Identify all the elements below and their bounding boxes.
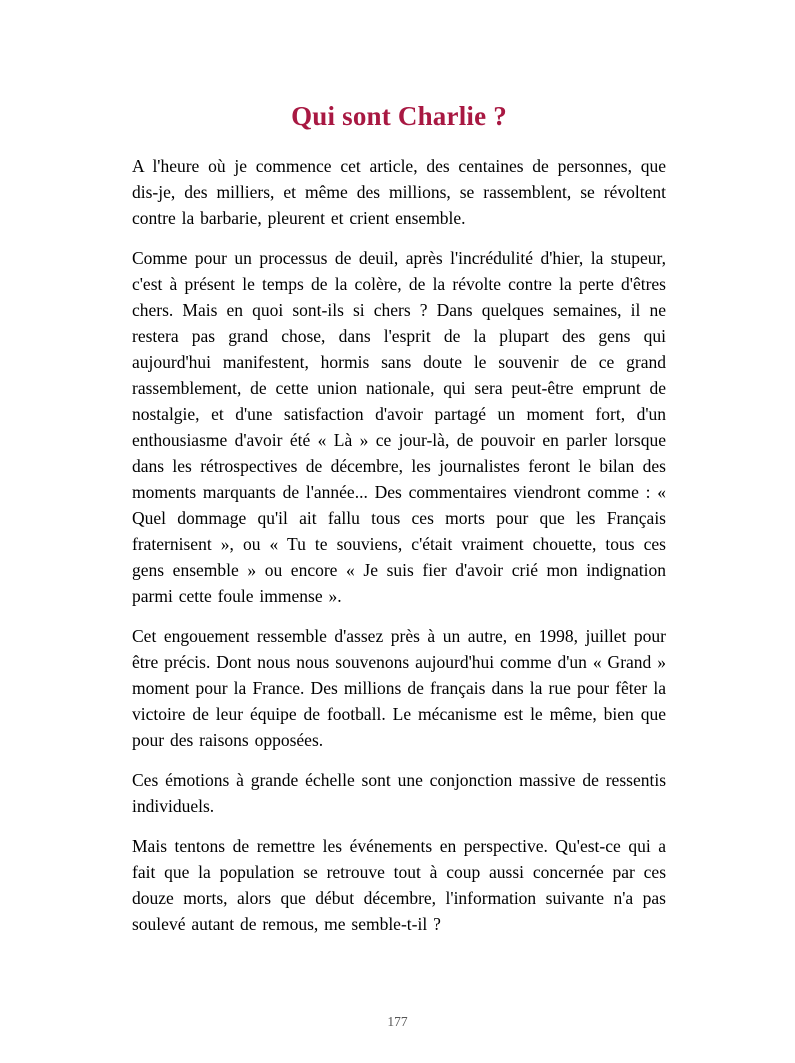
page-number: 177: [387, 1014, 408, 1029]
paragraph-5: Mais tentons de remettre les événements en perspective. Qu'est-ce qui a fait que la population se retrouve tout à coup aussi concernée par ces douze morts, alors que début décembre, l'information suivante n'a pas soulevé autant de remous, me semble-t-il ?: [132, 836, 666, 934]
paragraph-4: Ces émotions à grande échelle sont une conjonction massive de ressentis individuels.: [132, 770, 666, 816]
paragraph-3: Cet engouement ressemble d'assez près à un autre, en 1998, juillet pour être précis. Dont nous nous souvenons aujourd'hui comme d'un « Grand » moment pour la France. Des millions de français dans la rue pour fêter la victoire de leur équipe de football. Le mécanisme est le même, bien que pour des raisons opposées.: [132, 626, 666, 750]
article-title: Qui sont Charlie ?: [291, 101, 507, 131]
paragraph-2: Comme pour un processus de deuil, après l'incrédulité d'hier, la stupeur, c'est à présent le temps de la colère, de la révolte contre la perte d'êtres chers. Mais en quoi sont-ils si chers ? Dans quelques semaines, il ne restera pas grand chose, dans l'esprit de la plupart des gens qui aujourd'hui manifestent, hormis sans doute le souvenir de ce grand rassemblement, de cette union nationale, qui sera peut-être emprunt de nostalgie, et d'une satisfaction d'avoir partagé un moment fort, d'un enthousiasme d'avoir été « Là » ce jour-là, de pouvoir en parler lorsque dans les rétrospectives de décembre, les journalistes feront le bilan des moments marquants de l'année... Des commentaires viendront comme : « Quel dommage qu'il ait fallu tous ces morts pour que les Français fraternisent », ou « Tu te souviens, c'était vraiment chouette, tous ces gens ensemble » ou encore « Je suis fier d'avoir crié mon indignation parmi cette foule immense ».: [132, 248, 666, 606]
article-body: [132, 153, 666, 937]
paragraph-1: A l'heure où je commence cet article, des centaines de personnes, que dis-je, des milliers, et même des millions, se rassemblent, se révoltent contre la barbarie, pleurent et crient ensemble.: [132, 156, 666, 228]
